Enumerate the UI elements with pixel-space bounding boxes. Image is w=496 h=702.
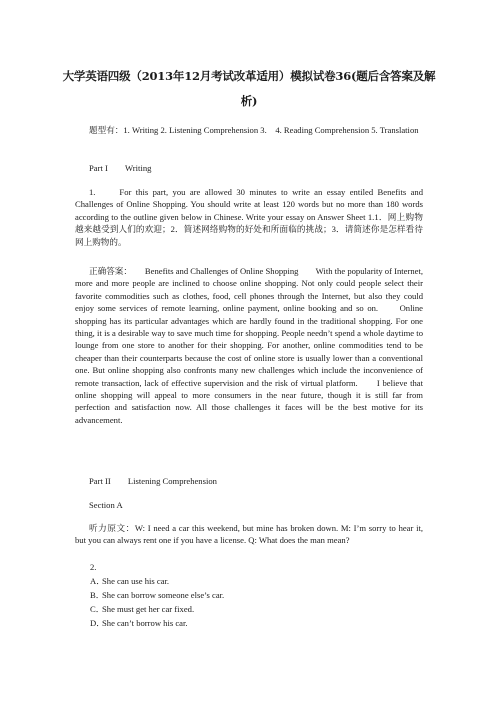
document-title: 大学英语四级（2013年12月考试改革适用）模拟试卷36(题后含答案及解析) xyxy=(62,69,436,108)
option-text: She can’t borrow his car. xyxy=(102,618,188,628)
option-c[interactable] xyxy=(90,603,194,615)
option-text: She can borrow someone else’s car. xyxy=(102,590,225,600)
option-letter: A． xyxy=(90,576,105,586)
option-letter: B． xyxy=(90,590,105,600)
option-text: She must get her car fixed. xyxy=(102,604,195,614)
option-letter: C． xyxy=(90,604,105,614)
option-text: She can use his car. xyxy=(102,576,170,586)
question-types: 题型有：1. Writing 2. Listening Comprehension 3. 4. Reading Comprehension 5. Translation xyxy=(89,125,419,135)
listening-script: 听力原文：W: I need a car this weekend, but mine has broken down. M: I’m sorry to hear it, but you can always rent one if you have a license. Q: What does the man mean? xyxy=(75,523,423,546)
section-a-heading: Section A xyxy=(89,500,123,510)
writing-question: 1. For this part, you are allowed 30 minutes to write an essay entiled Benefits and Challenges of Online Shopping. You should write at least 120 words but no more than 180 words according to the outline given below in Chinese. Write your essay on Answer Sheet 1.1．网上购物越来越受到人们的欢迎；2．简述网络购物的好处和所面临的挑战；3．请简述你是怎样看待网上购物的。 xyxy=(75,187,423,247)
part1-heading: Part I Writing xyxy=(89,163,152,173)
question-number: 2. xyxy=(90,562,97,572)
writing-answer: 正确答案： Benefits and Challenges of Online Shopping With the popularity of Internet, more and more people are inclined to choose online shopping. Not only could people select their favorite commodities such as clothes, food, cell phones through the Internet, but also they could enjoy some services of remote learning, online payment, online booking and so on. Online shopping has its particular advantages which are hardly found in the traditional shopping. For one thing, it is a desirable way to save much time for shopping. People needn’t spend a whole daytime to lounge from one store to another for their shopping. For another, online commodities tend to be cheaper than their counterparts because the cost of online store is usually lower than a conventional one. But online shopping also confronts many new challenges which include the inconvenience of remote transaction, lack of effective supervision and the risk of virtual platform. I believe that online shopping will appeal to more consumers in the near future, though it is still far from perfection and satisfaction now. All those challenges it faces will be the best motive for its advancement. xyxy=(75,266,423,425)
option-a[interactable] xyxy=(90,575,169,587)
option-b[interactable] xyxy=(90,589,224,601)
option-d[interactable] xyxy=(90,617,188,629)
part2-heading: Part II Listening Comprehension xyxy=(89,476,217,486)
option-letter: D． xyxy=(90,618,105,628)
